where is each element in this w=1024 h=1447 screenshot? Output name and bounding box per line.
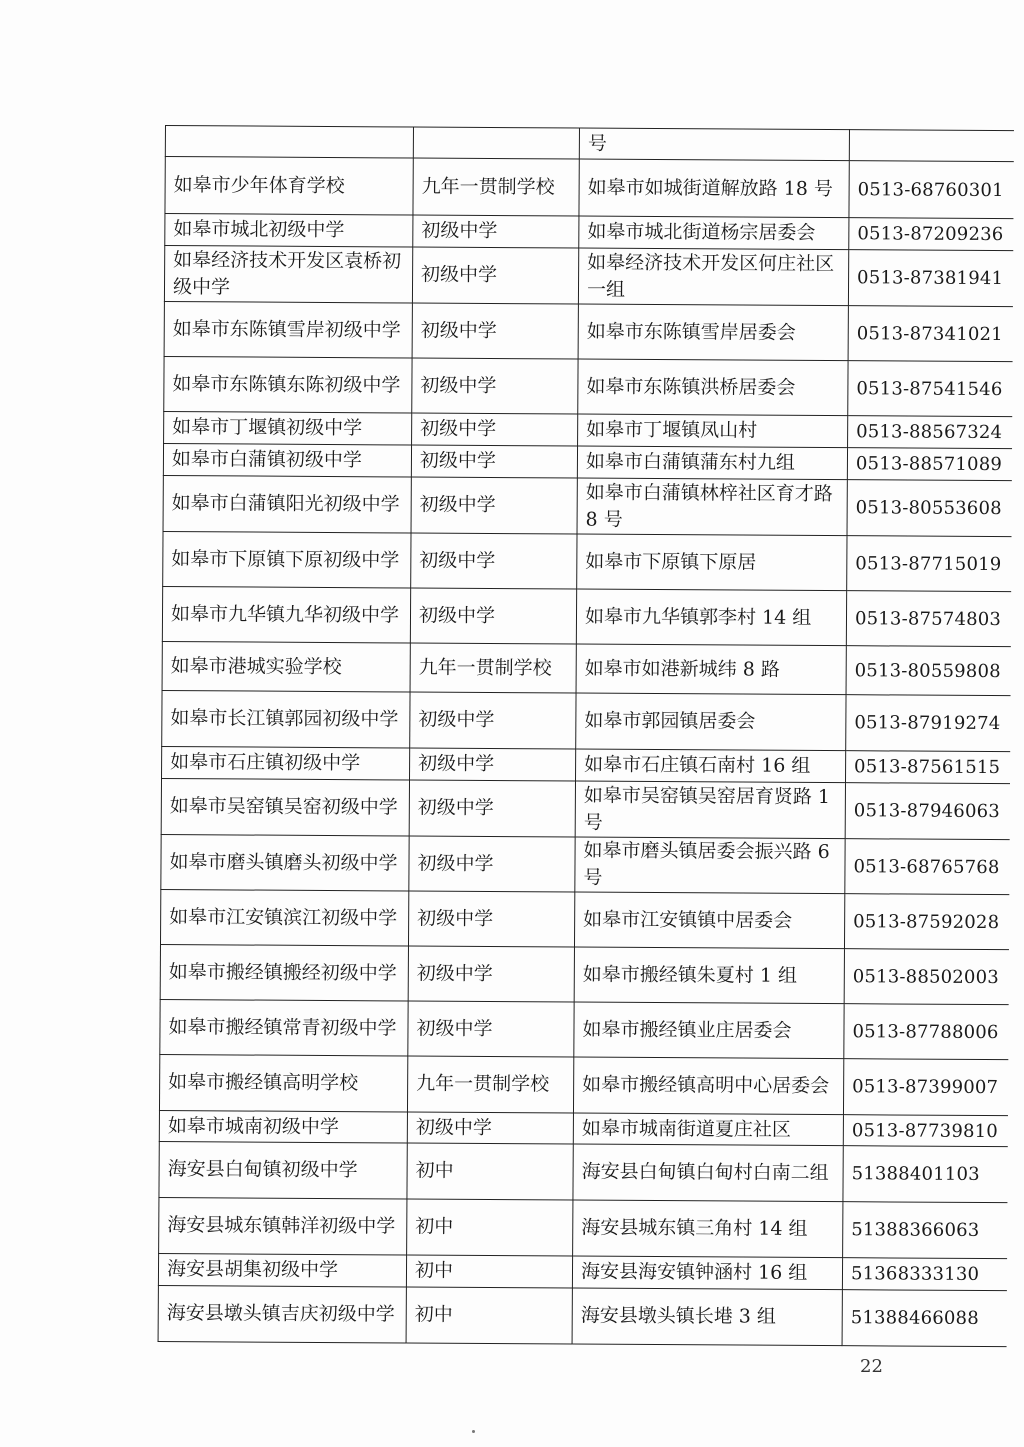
school-phone-cell: 0513-88567324 [848,416,1012,449]
school-phone-cell: 0513-88571089 [847,448,1011,481]
school-phone-cell: 0513-87399007 [843,1059,1007,1116]
school-phone-cell: 0513-87381941 [848,250,1012,307]
school-name-cell: 如皋市石庄镇初级中学 [162,746,410,780]
school-type-cell: 初级中学 [410,748,576,781]
table-row [164,356,1012,416]
school-address-cell: 如皋市如港新城纬 8 路 [576,644,846,695]
school-address-cell: 如皋市九华镇郭李村 14 组 [576,589,846,646]
school-address-cell: 海安县白甸镇白甸村白南二组 [573,1144,843,1202]
school-type-cell: 初级中学 [411,445,577,478]
school-type-cell: 初级中学 [409,836,575,892]
table-row [165,214,1013,251]
school-type-cell [413,127,579,159]
school-name-cell: 如皋经济技术开发区袁桥初级中学 [164,246,412,304]
school-contact-table [158,125,1014,1347]
school-address-cell: 如皋市东陈镇洪桥居委会 [578,359,848,416]
school-address-cell: 如皋市石庄镇石南村 16 组 [576,749,846,783]
table-row [163,443,1011,480]
school-address-cell: 如皋市郭园镇居委会 [576,693,846,751]
school-address-cell: 海安县墩头镇长塂 3 组 [572,1288,842,1346]
school-phone-cell: 0513-80559808 [846,646,1010,696]
school-type-cell: 初级中学 [412,303,578,359]
school-name-cell: 如皋市下原镇下原初级中学 [163,531,411,588]
table-row [163,531,1011,591]
school-address-cell: 海安县海安镇钟涵村 16 组 [572,1256,842,1290]
school-name-cell: 海安县城东镇韩洋初级中学 [159,1197,407,1255]
school-type-cell: 初级中学 [409,780,575,837]
school-type-cell: 初级中学 [412,247,578,304]
school-address-cell: 如皋市东陈镇雪岸居委会 [578,304,848,361]
school-address-cell: 如皋市丁堰镇凤山村 [578,414,848,448]
school-type-cell: 初中 [407,1143,573,1200]
school-type-cell: 初中 [406,1287,572,1344]
table-row [163,475,1011,536]
school-type-cell: 初级中学 [408,1001,574,1057]
school-phone-cell: 51388401103 [843,1146,1007,1203]
school-address-cell: 如皋市下原镇下原居 [577,534,847,591]
school-address-cell: 如皋市城北街道杨宗居委会 [579,216,849,250]
school-phone-cell [849,130,1013,162]
school-name-cell: 如皋市城北初级中学 [165,214,413,248]
school-type-cell: 初级中学 [411,533,577,589]
school-address-cell: 如皋市白蒲镇林梓社区育才路 8 号 [577,478,847,536]
school-name-cell: 如皋市少年体育学校 [165,157,413,216]
table-row [164,246,1012,307]
school-name-cell: 如皋市磨头镇磨头初级中学 [161,834,409,891]
school-phone-cell: 0513-87592028 [844,894,1008,950]
table-row [162,641,1010,695]
school-phone-cell: 0513-87574803 [846,591,1010,647]
school-type-cell: 初级中学 [411,477,577,534]
school-name-cell: 海安县胡集初级中学 [158,1253,406,1287]
school-type-cell: 初级中学 [410,588,576,644]
school-name-cell: 如皋市东陈镇东陈初级中学 [164,356,412,413]
school-type-cell: 九年一贯制学校 [410,643,576,693]
table-row [162,586,1010,646]
school-phone-cell: 0513-80553608 [847,480,1011,537]
school-type-cell: 初级中学 [408,946,574,1002]
school-type-cell: 初级中学 [412,358,578,414]
table-row [159,1110,1007,1146]
school-phone-cell: 0513-87341021 [848,306,1012,362]
school-address-cell: 海安县城东镇三角村 14 组 [573,1200,843,1258]
page-number: 22 [860,1356,883,1377]
table-row [159,1197,1007,1258]
school-type-cell: 初级中学 [407,1112,573,1144]
school-name-cell: 如皋市搬经镇搬经初级中学 [160,944,408,1001]
school-name-cell: 如皋市九华镇九华初级中学 [162,586,410,643]
school-address-cell: 如皋市搬经镇高明中心居委会 [573,1057,843,1115]
table-row [158,1285,1006,1346]
school-name-cell: 海安县白甸镇初级中学 [159,1141,407,1199]
school-type-cell: 初级中学 [412,413,578,446]
school-address-cell: 如皋市磨头镇居委会振兴路 6 号 [575,837,845,894]
school-phone-cell: 51368333130 [842,1258,1006,1291]
table-row [161,778,1009,839]
table-row [159,1054,1007,1115]
school-type-cell: 初中 [406,1255,572,1288]
school-phone-cell: 0513-87919274 [846,695,1010,752]
school-address-cell: 如皋市江安镇镇中居委会 [574,892,844,949]
school-name-cell: 如皋市搬经镇常青初级中学 [160,999,408,1056]
school-address-cell: 如皋市搬经镇业庄居委会 [574,1002,844,1059]
school-type-cell: 初级中学 [410,692,576,749]
school-address-cell: 如皋经济技术开发区何庄社区一组 [578,248,848,306]
table-row [159,1141,1007,1202]
table-row [161,834,1009,894]
school-type-cell: 初级中学 [413,215,579,248]
school-phone-cell: 0513-87541546 [848,361,1012,417]
school-phone-cell: 0513-88502003 [844,949,1008,1005]
school-name-cell: 如皋市港城实验学校 [162,641,410,692]
school-name-cell: 如皋市白蒲镇阳光初级中学 [163,475,411,533]
school-type-cell: 九年一贯制学校 [407,1056,573,1113]
school-phone-cell: 0513-87561515 [845,751,1009,784]
school-type-cell: 九年一贯制学校 [413,158,579,216]
school-name-cell: 如皋市白蒲镇初级中学 [163,443,411,477]
table-row [160,889,1008,949]
school-name-cell: 如皋市长江镇郭园初级中学 [162,690,410,748]
school-address-cell: 如皋市搬经镇朱夏村 1 组 [574,947,844,1004]
school-address-cell: 号 [579,128,849,161]
school-address-cell: 如皋市吴窑镇吴窑居育贤路 1 号 [575,781,845,839]
table-row [160,999,1008,1059]
school-address-cell: 如皋市如城街道解放路 18 号 [579,159,849,218]
table-row [165,157,1013,219]
table-row [162,746,1010,783]
school-address-cell: 如皋市城南街道夏庄社区 [573,1113,843,1146]
table-row [164,411,1012,448]
school-type-cell: 初级中学 [408,891,574,947]
school-phone-cell: 0513-87715019 [847,536,1011,592]
scan-speck [472,1430,475,1433]
school-phone-cell: 0513-87788006 [844,1004,1008,1060]
school-phone-cell: 0513-87739810 [843,1115,1007,1147]
school-name-cell: 如皋市搬经镇高明学校 [159,1054,407,1112]
school-name-cell: 如皋市城南初级中学 [159,1110,407,1143]
school-name-cell: 海安县墩头镇吉庆初级中学 [158,1285,406,1343]
table-row [158,1253,1006,1290]
school-name-cell: 如皋市吴窑镇吴窑初级中学 [161,778,409,836]
school-name-cell: 如皋市丁堰镇初级中学 [164,411,412,445]
school-name-cell [165,126,413,159]
school-phone-cell: 51388466088 [842,1290,1006,1347]
school-phone-cell: 0513-68765768 [845,839,1009,895]
school-phone-cell: 51388366063 [843,1202,1007,1259]
school-type-cell: 初中 [407,1199,573,1256]
table-row [160,944,1008,1004]
school-phone-cell: 0513-87209236 [849,218,1013,251]
table-row [162,690,1010,751]
table-row [164,301,1012,361]
school-phone-cell: 0513-68760301 [849,161,1013,219]
school-name-cell: 如皋市江安镇滨江初级中学 [160,889,408,946]
school-name-cell: 如皋市东陈镇雪岸初级中学 [164,301,412,358]
school-phone-cell: 0513-87946063 [845,783,1009,840]
table-row [165,126,1013,162]
school-address-cell: 如皋市白蒲镇蒲东村九组 [577,446,847,480]
table-body [158,126,1013,1347]
